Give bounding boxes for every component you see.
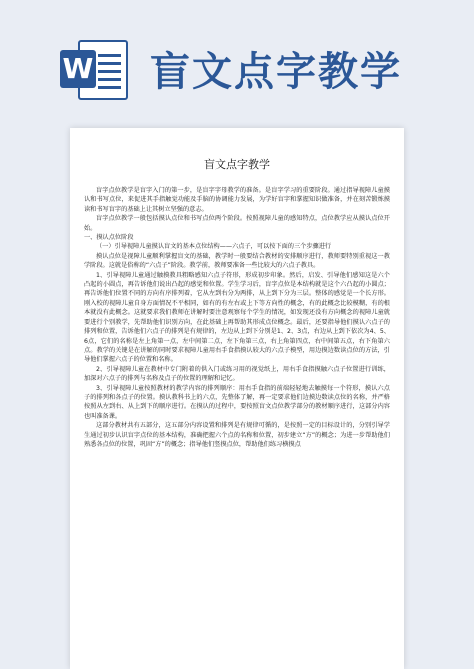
banner-title: 盲文点字教学 bbox=[150, 49, 402, 95]
doc-line bbox=[98, 86, 121, 89]
paragraph: 3、引导视障儿童按照教材的教学内容的排列顺序：用右手食指的前端轻轻地去触摸每一个符形，摸认六点子的排列和各点子的位置。摸认教科书上的六点，先整体了解，再一定要求他们边摸边数读点位的名称，并严格按照从左到右、从上到下的顺序进行。在摸认的过程中，要按照盲文点位教学部分的教材顺序进行，这部分内容也叫准备课。 bbox=[84, 384, 390, 420]
doc-line bbox=[98, 62, 121, 65]
paragraph: 盲字点位教学一般包括摸认点位和书写点位两个阶段。按照视障儿童的感知特点，点位教学应从摸认点位开始。 bbox=[84, 215, 390, 232]
paragraph: 这部分教材共有五部分，这五部分内容设置和排列是有规律可循的，是按照一定的目标设计的，分别引导学生通过初步认识盲字点位的基本结构，准确把握六个点的名称和位置，初步建立“方”的概念；为进一步帮助他们熟悉各点位的位置，巩固“方”的概念；指导他们竖摸点位，帮助他们练习横摸点 bbox=[84, 422, 390, 448]
document-page bbox=[70, 128, 404, 669]
paragraph: 1、引导视障儿童通过触摸教具粗略感知六点子符形，形成初步印象。然后，启发、引导他们感知这是六个凸起的小圆点，再告诉他们说出凸起的感觉和位置。学生学习后，盲字点位是本结构就是这个六凸起的小圆点；再告诉他们位置不同的方向有序排列着，它从左到右分为两排，从上到下分为三层。整体的感觉是一个长方形。刚入校的视障儿童自身方面情况不平相同，如有的有左右或上下等方向性的概念，有的此概念比较模糊，有的根本就没有此概念。这就要求我们教师在讲解时要注意观察每个学生的情况，如发现还没有方向概念的视障儿童就要进行个别教学，先帮助他们识别方向，在此基础上再帮助其形成点位概念。最后，还要指导他们摸认六点子的排列和位置，告诉他们六点子的排列是有规律的，左边从上到下分别是1、2、3点，右边从上到下依次为4、5、6点，它们的名称是左上角第一点，左中间第二点，左下角第三点，右上角第四点，右中间第五点，右下角第六点。教学的关键是在讲解的同时要求视障儿童用右手食指摸认较大的六点子模型，用边摸边数读点位的方法，引导他们掌握六点子的位置和名称。 bbox=[84, 271, 390, 364]
paragraph: 摸认点位是视障儿童顺利掌握盲文的基础，教学时一般要结合教材的安排顺序进行，教师要特别重视这一教学阶段。这就是俗称的“六点子”阶段。教学前，教师要准备一些比较大的六点子教具。 bbox=[84, 252, 390, 270]
word-letter-badge: W bbox=[60, 50, 96, 88]
document-title: 盲文点字教学 bbox=[204, 158, 270, 171]
paragraph: 盲字点位教学是盲字入门的第一步，是盲字字母教学的准备。是盲字学习的重要阶段。通过指导视障儿童摸认和书写点位，来促进其手指触觉功能及手脑的协调能力发展，为学好盲字和掌握知识做准备，并在刻苦锻炼摸读和书写盲字的基础上让其树立坚强的意志。 bbox=[84, 187, 390, 213]
section-heading: 一、摸认点位阶段 bbox=[84, 234, 134, 242]
banner-header bbox=[0, 0, 474, 120]
doc-line bbox=[98, 54, 121, 57]
doc-line bbox=[98, 78, 121, 81]
paragraph: （一）引导视障儿童摸认盲文的基本点位结构——六点子，可以按下面的三个步骤进行 bbox=[96, 243, 332, 251]
paragraph: 2、引导视障儿童在教材中专门附着的供入门或练习用的视觉纸上，用右手食指摸触六点子位置进行训练，加深对六点子的排列与名称及点子的位置的理解和记忆。 bbox=[84, 365, 390, 383]
doc-line bbox=[98, 70, 121, 73]
word-document-icon bbox=[60, 38, 130, 102]
